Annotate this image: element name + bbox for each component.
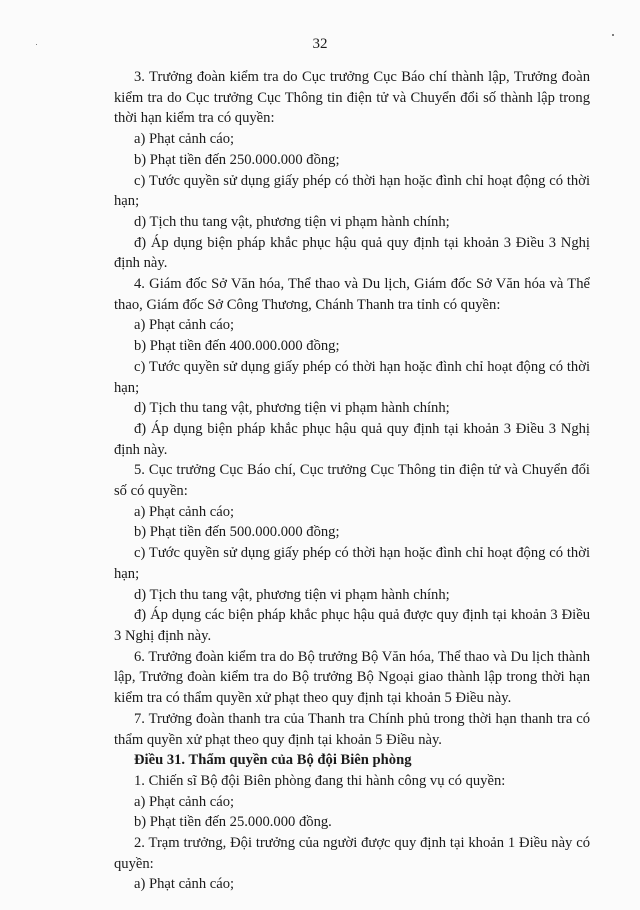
list-item: b) Phạt tiền đến 25.000.000 đồng. — [134, 814, 332, 831]
list-item: a) Phạt cảnh cáo; — [134, 503, 235, 520]
list-item: b) Phạt tiền đến 400.000.000 đồng; — [134, 338, 340, 355]
paragraph-clause-1: 1. Chiến sĩ Bộ đội Biên phòng đang thi hành công vụ có quyền: — [134, 772, 506, 789]
list-item: đ) Áp dụng các biện pháp khắc phục hậu quả được quy định tại khoản 3 Điều 3 Nghị định này. — [114, 607, 590, 644]
list-item: b) Phạt tiền đến 250.000.000 đồng; — [134, 151, 340, 168]
document-body — [114, 67, 590, 895]
paragraph-clause-6: 6. Trưởng đoàn kiểm tra do Bộ trưởng Bộ Văn hóa, Thể thao và Du lịch thành lập, Trưởng đoàn kiểm tra do Bộ trưởng Bộ Ngoại giao thành lập trong thời hạn kiểm tra có thẩm quyền xử phạt theo quy định tại khoản 5 Điều này. — [114, 648, 590, 707]
article-heading: Điều 31. Thẩm quyền của Bộ đội Biên phòng — [134, 752, 412, 769]
paragraph-clause-3: 3. Trưởng đoàn kiểm tra do Cục trưởng Cục Báo chí thành lập, Trưởng đoàn kiểm tra do Cục trưởng Cục Thông tin điện tử và Chuyển đổi số thành lập trong thời hạn kiểm tra có quyền: — [114, 69, 590, 127]
list-item: đ) Áp dụng biện pháp khắc phục hậu quả quy định tại khoản 3 Điều 3 Nghị định này. — [114, 234, 590, 272]
list-item: a) Phạt cảnh cáo; — [134, 131, 235, 148]
scan-speck — [36, 44, 37, 45]
paragraph-clause-7: 7. Trưởng đoàn thanh tra của Thanh tra Chính phủ trong thời hạn thanh tra có thẩm quyền xử phạt theo quy định tại khoản 5 Điều này. — [114, 710, 590, 748]
list-item: đ) Áp dụng biện pháp khắc phục hậu quả quy định tại khoản 3 Điều 3 Nghị định này. — [114, 420, 590, 458]
paragraph-clause-4: 4. Giám đốc Sở Văn hóa, Thể thao và Du lịch, Giám đốc Sở Văn hóa và Thể thao, Giám đốc Sở Công Thương, Chánh Thanh tra tỉnh có quyền: — [114, 276, 590, 313]
page-number: 32 — [312, 36, 328, 52]
list-item: c) Tước quyền sử dụng giấy phép có thời hạn hoặc đình chỉ hoạt động có thời hạn; — [114, 358, 590, 396]
list-item: c) Tước quyền sử dụng giấy phép có thời hạn hoặc đình chỉ hoạt động có thời hạn; — [114, 172, 590, 210]
list-item: a) Phạt cảnh cáo; — [134, 793, 235, 810]
scan-speck — [612, 34, 614, 36]
list-item: d) Tịch thu tang vật, phương tiện vi phạm hành chính; — [134, 586, 450, 603]
list-item: a) Phạt cảnh cáo; — [134, 876, 235, 893]
list-item: d) Tịch thu tang vật, phương tiện vi phạm hành chính; — [134, 400, 450, 417]
list-item: d) Tịch thu tang vật, phương tiện vi phạm hành chính; — [134, 213, 450, 230]
list-item: b) Phạt tiền đến 500.000.000 đồng; — [134, 524, 340, 541]
list-item: a) Phạt cảnh cáo; — [134, 317, 235, 334]
list-item: c) Tước quyền sử dụng giấy phép có thời hạn hoặc đình chỉ hoạt động có thời hạn; — [114, 545, 590, 582]
paragraph-clause-5: 5. Cục trưởng Cục Báo chí, Cục trưởng Cục Thông tin điện tử và Chuyển đổi số có quyền: — [114, 462, 590, 500]
paragraph-clause-2: 2. Trạm trưởng, Đội trưởng của người được quy định tại khoản 1 Điều này có quyền: — [114, 835, 590, 872]
